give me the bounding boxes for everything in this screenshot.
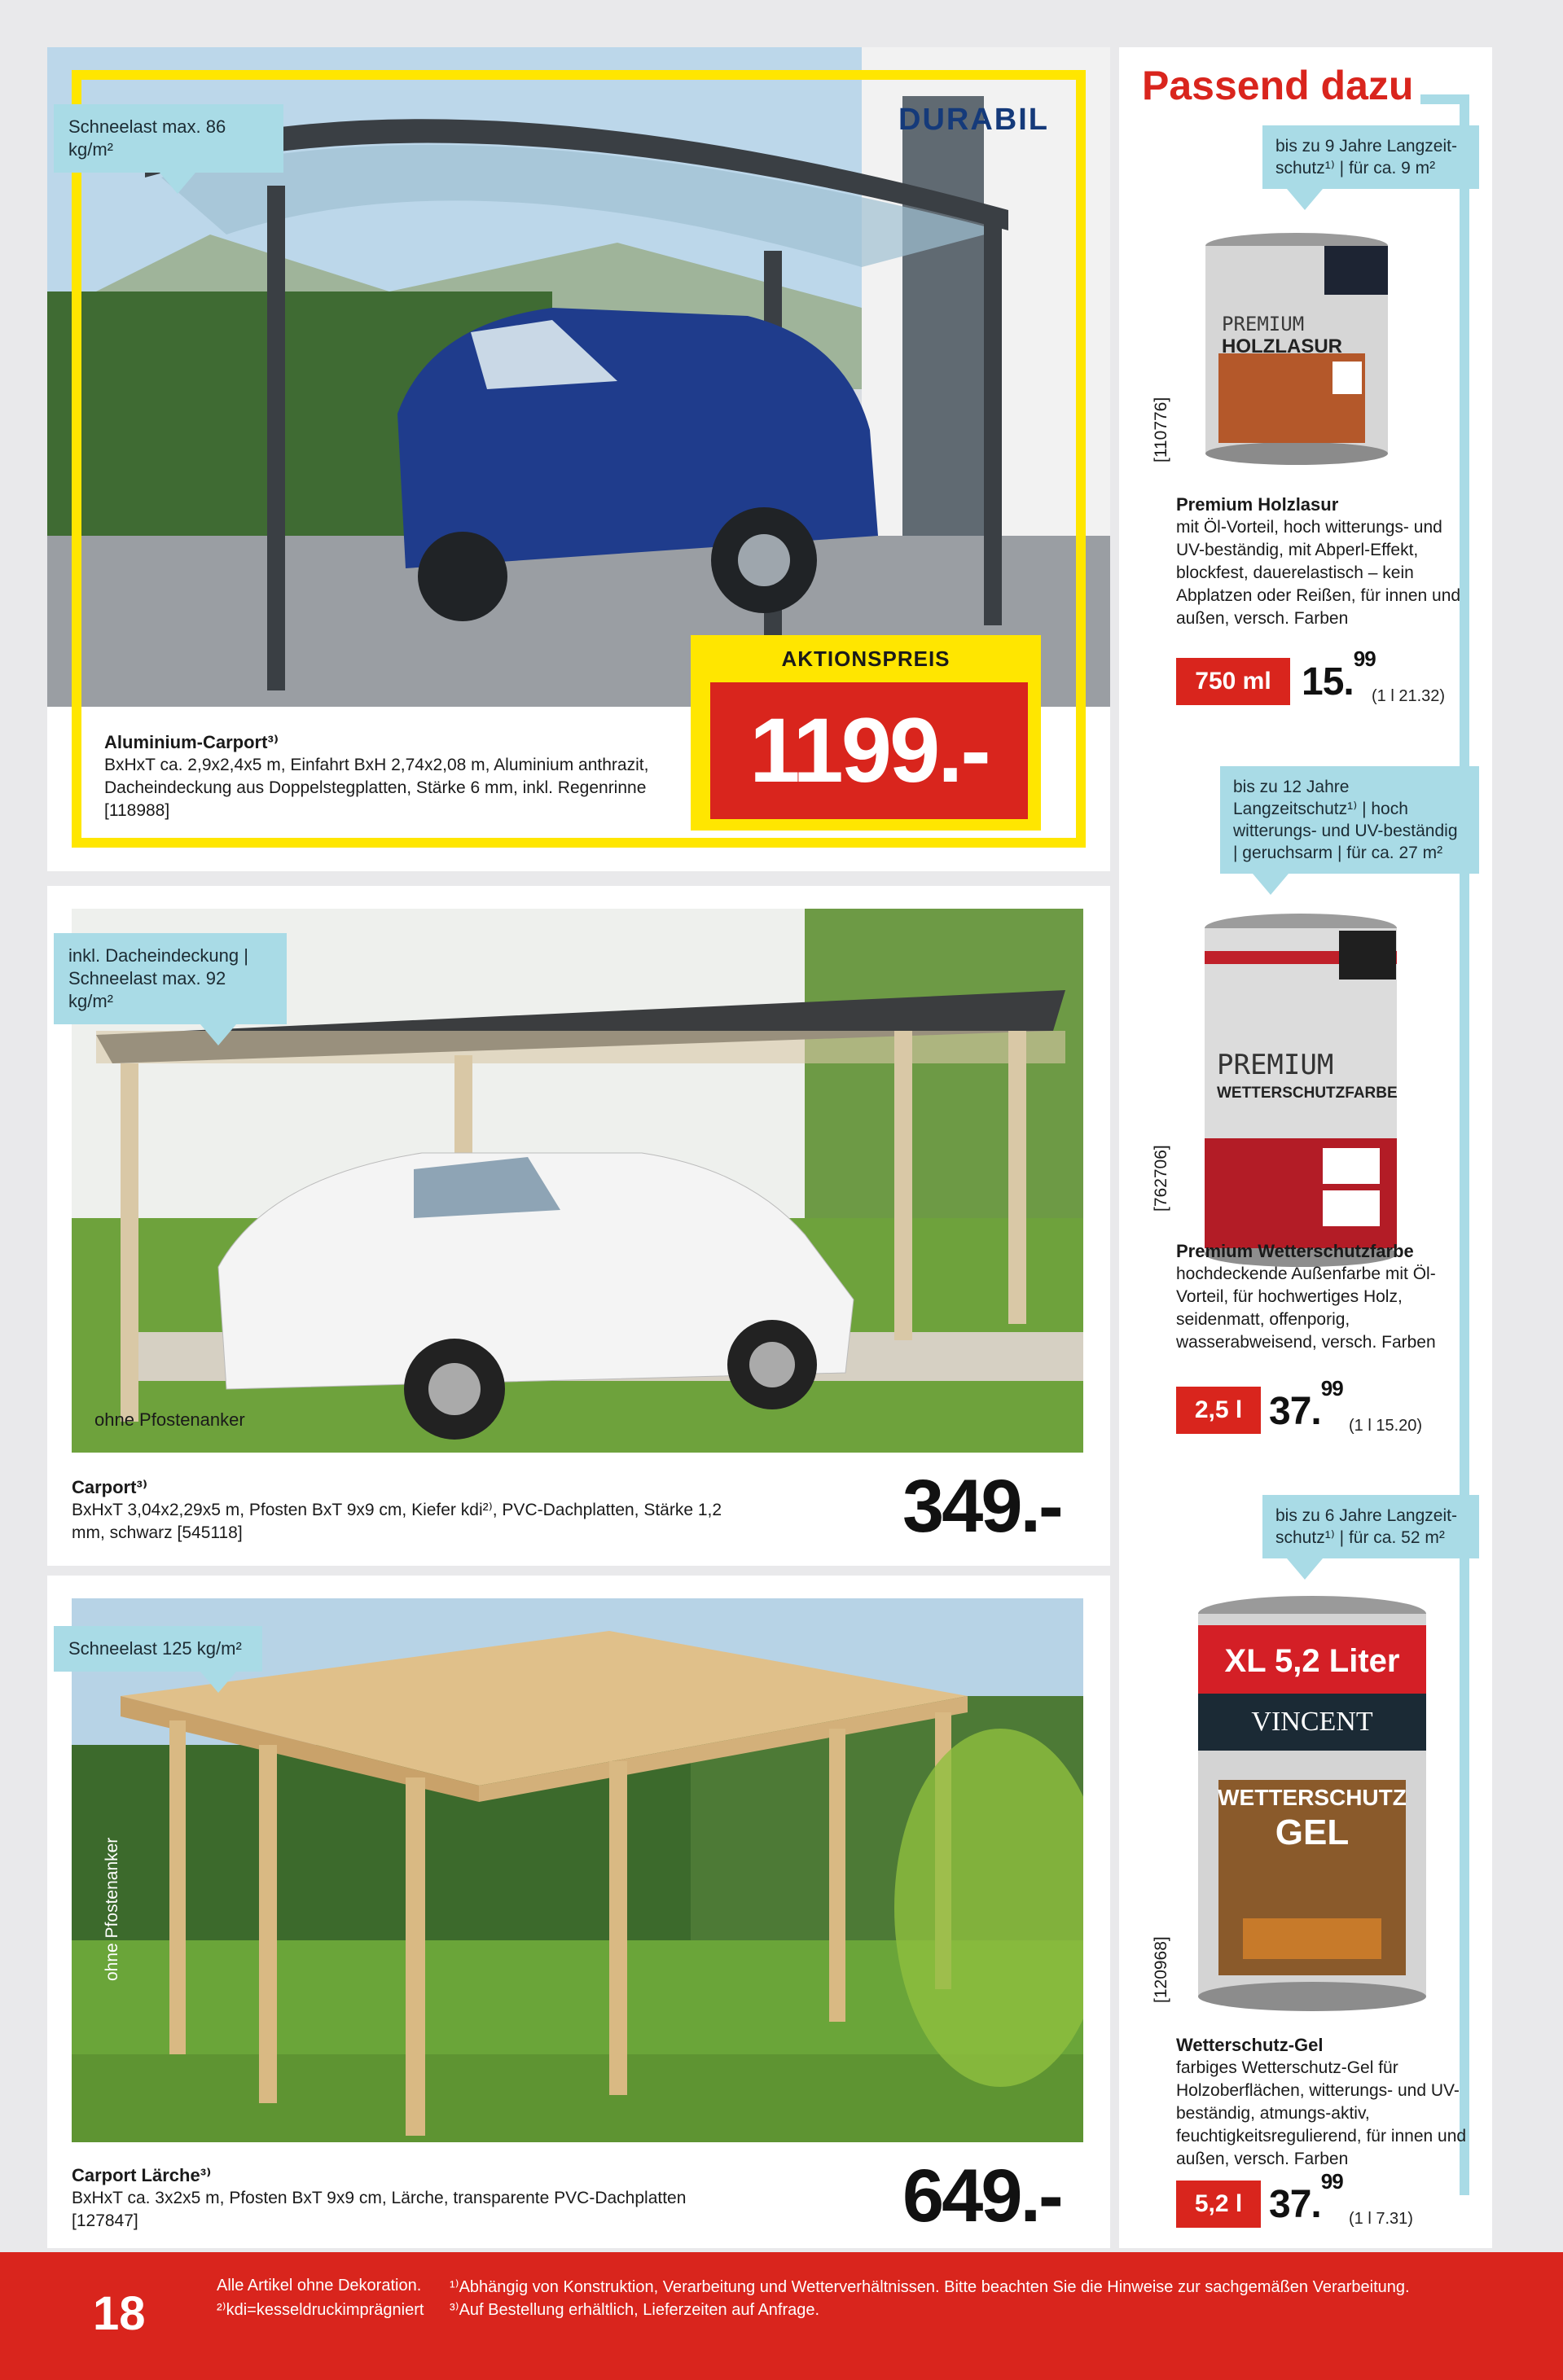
callout-text: Schneelast max. 86 kg/m² (68, 116, 226, 160)
size-badge: 2,5 l (1176, 1387, 1261, 1434)
sidebar-heading: Passend dazu (1142, 63, 1414, 108)
product-name: Premium Holzlasur (1176, 494, 1339, 515)
callout-text: Schneelast 125 kg/m² (68, 1638, 242, 1659)
footer-note-order: ³⁾Auf Bestellung erhältlich, Lieferzeiten auf Anfrage. (450, 2301, 820, 2319)
can-banner: XL 5,2 Liter (1224, 1643, 1400, 1679)
product-description: hochdeckende Außenfarbe mit Öl-Vorteil, für hochwertiges Holz, seidenmatt, offenporig, wasserabweisend, versch. Farben (1176, 1265, 1436, 1352)
product-price (1269, 2169, 1343, 2227)
product-description: BxHxT ca. 2,9x2,4x5 m, Einfahrt BxH 2,74x2,08 m, Aluminium anthrazit, Dacheindeckung aus Doppelstegplatten, Stärke 6 mm, inkl. Regenrinne [118988] (104, 756, 649, 820)
unit-price: (1 l 7.31) (1349, 2210, 1413, 2228)
callout-text: inkl. Dacheindeckung | Schneelast max. 92 kg/m² (68, 945, 248, 1011)
can-text-line1: PREMIUM (1217, 1049, 1334, 1081)
can-text-line1: WETTERSCHUTZ (1218, 1785, 1407, 1810)
product-info (72, 1476, 740, 1545)
unit-price: (1 l 15.20) (1349, 1417, 1423, 1435)
sidebar-product-info-1 (1176, 493, 1469, 630)
callout-tail (1287, 1558, 1323, 1580)
product-title: Carport³⁾ (72, 1477, 148, 1497)
can-text-line1: PREMIUM (1222, 313, 1305, 335)
size-badge: 5,2 l (1176, 2181, 1261, 2228)
product-panel-carport-laerche (47, 1576, 1110, 2248)
product-info (72, 2164, 740, 2233)
product-price: 349.- (902, 1465, 1061, 1548)
footer-note-construction: ¹⁾Abhängig von Konstruktion, Verarbeitung und Wetterverhältnissen. Bitte beachten Sie die Hinweise zur sachgemäßen Verarbeitung. (450, 2278, 1410, 2296)
article-number: [120968] (1152, 1936, 1170, 2003)
wetterschutzfarbe-can (1201, 910, 1401, 1269)
product-panel-carport (47, 886, 1110, 1566)
roof-snow-callout (54, 933, 287, 1024)
sidebar-product-info-2 (1176, 1240, 1469, 1354)
product-panel-aluminium-carport (47, 47, 1110, 871)
brand-logo (898, 103, 1049, 138)
promo-label: AKTIONSPREIS (781, 647, 951, 671)
size-badge: 750 ml (1176, 658, 1290, 705)
callout-tail (200, 1672, 236, 1693)
product-description: farbiges Wetterschutz-Gel für Holzoberflächen, witterungs- und UV-beständig, atmungs-aktiv, feuchtigkeitsregulierend, für innen und außen, versch. Farben (1176, 2058, 1467, 2168)
product-price: 649.- (902, 2154, 1061, 2238)
product-price (1302, 647, 1376, 704)
sidebar-callout-2 (1220, 766, 1479, 874)
product-price (1269, 1376, 1343, 1434)
callout-tail (1287, 189, 1323, 210)
price-main: 15. (1302, 660, 1354, 703)
product-description: BxHxT ca. 3x2x5 m, Pfosten BxT 9x9 cm, Lärche, transparente PVC-Dachplatten [127847] (72, 2189, 687, 2230)
photo-note: ohne Pfostenanker (94, 1409, 245, 1430)
callout-text: bis zu 12 Jahre Langzeitschutz¹⁾ | hoch witterungs- und UV-beständig | geruchsarm | für ca. 27 m² (1233, 778, 1458, 862)
sidebar-product-info-3 (1176, 2034, 1469, 2171)
can-text-line2: HOLZLASUR (1222, 335, 1342, 357)
product-description: mit Öl-Vorteil, hoch witterungs- und UV-beständig, mit Abperl-Effekt, blockfest, dauerelastisch – kein Abplatzen oder Reißen, für innen und außen, versch. Farben (1176, 518, 1461, 628)
callout-tail (160, 173, 195, 194)
sidebar-callout-1 (1262, 125, 1479, 189)
product-name: Wetterschutz-Gel (1176, 2035, 1324, 2055)
product-description: BxHxT 3,04x2,29x5 m, Pfosten BxT 9x9 cm, Kiefer kdi²⁾, PVC-Dachplatten, Stärke 1,2 mm, schwarz [545118] (72, 1501, 722, 1542)
unit-price: (1 l 21.32) (1372, 687, 1446, 705)
sidebar-callout-3 (1262, 1495, 1479, 1558)
callout-text: bis zu 6 Jahre Langzeit-schutz¹⁾ | für ca. 52 m² (1275, 1506, 1457, 1547)
price-cents: 99 (1320, 1376, 1343, 1400)
price-main: 37. (1269, 2183, 1321, 2226)
promo-price-box (691, 635, 1041, 831)
footer-note-kdi: ²⁾kdi=kesseldruckimprägniert (217, 2301, 424, 2319)
product-title: Aluminium-Carport³⁾ (104, 732, 279, 752)
promo-price: 1199.- (749, 699, 989, 801)
footer-note-decoration: Alle Artikel ohne Dekoration. (217, 2277, 422, 2295)
can-text-line2: GEL (1275, 1812, 1350, 1852)
promo-price-badge (710, 682, 1028, 819)
sidebar-frame-line (1460, 94, 1469, 2195)
callout-tail (1253, 874, 1289, 895)
snow-load-callout (54, 1626, 262, 1672)
callout-tail (200, 1024, 236, 1045)
can-brand: VINCENT (1251, 1707, 1373, 1737)
article-number: [762706] (1152, 1145, 1170, 1212)
wetterschutz-gel-can (1194, 1593, 1430, 2012)
callout-text: bis zu 9 Jahre Langzeit-schutz¹⁾ | für ca. 9 m² (1275, 137, 1457, 178)
sidebar-passend-dazu (1119, 47, 1492, 2248)
product-info (104, 731, 691, 822)
page-number: 18 (93, 2287, 146, 2340)
snow-load-callout (54, 104, 283, 173)
product-title: Carport Lärche³⁾ (72, 2165, 212, 2185)
footer-bar (0, 2252, 1563, 2380)
holzlasur-can (1202, 231, 1391, 467)
product-name: Premium Wetterschutzfarbe (1176, 1241, 1414, 1261)
price-cents: 99 (1353, 647, 1376, 671)
sidebar-frame-top (1420, 94, 1469, 104)
price-main: 37. (1269, 1390, 1321, 1433)
price-cents: 99 (1320, 2169, 1343, 2194)
article-number: [110776] (1152, 397, 1170, 462)
can-text-line2: WETTERSCHUTZFARBE (1217, 1085, 1398, 1102)
photo-note-vertical: ohne Pfostenanker (103, 1837, 121, 1981)
brand-logo-text: DURABIL (898, 103, 1049, 137)
